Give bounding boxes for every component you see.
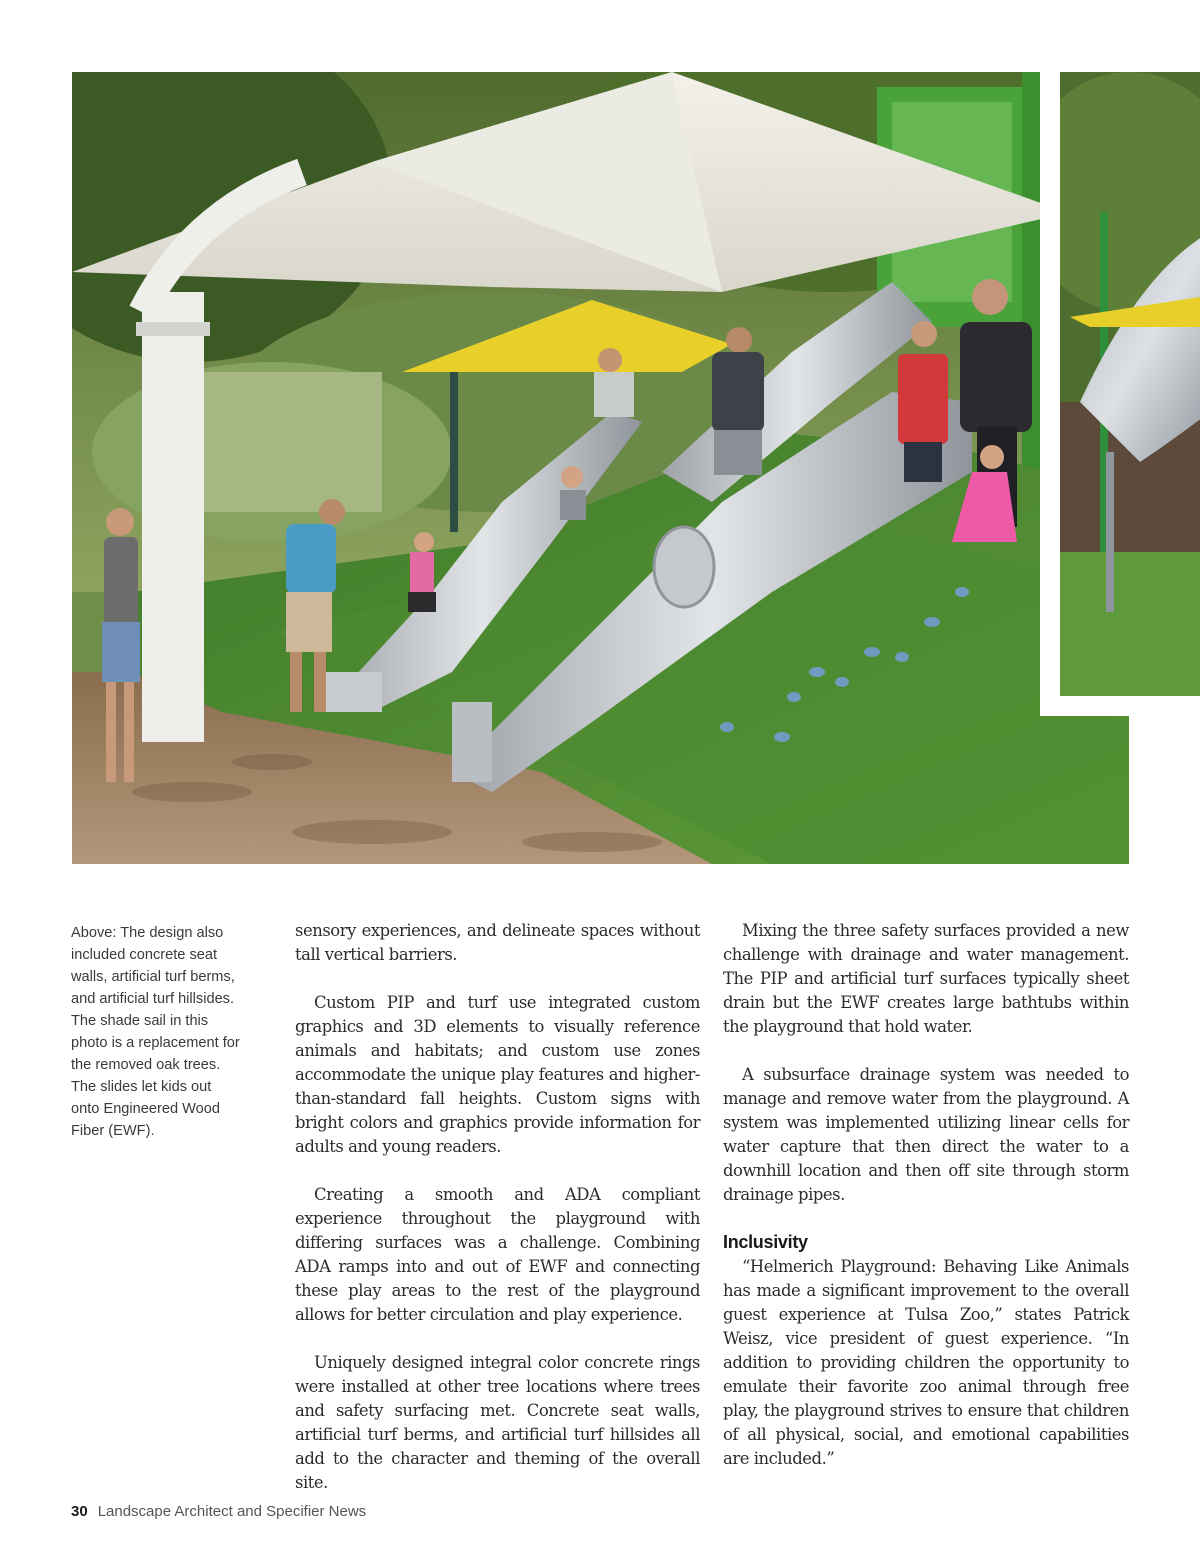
inset-photo-illustration xyxy=(1060,72,1200,696)
body-paragraph: Uniquely designed integral color concrete rings were installed at other tree locations where trees and safety surfacing met. Concrete seat walls, artificial turf berms, and artificial turf hillsides all add to the character and theming of the overall site. xyxy=(295,1353,700,1492)
body-column-right xyxy=(723,919,1129,1495)
page-footer xyxy=(71,1503,366,1520)
body-paragraph: Custom PIP and turf use integrated custom graphics and 3D elements to visually reference animals and habitats; and custom use zones accommodate the unique play features and higher-than-standard fall heights. Custom signs with bright colors and graphics provide information for adults and young readers. xyxy=(295,993,700,1156)
publication-name: Landscape Architect and Specifier News xyxy=(97,1503,367,1520)
quote-paragraph: “Helmerich Playground: Behaving Like Animals has made a significant improvement to the overall guest experience at Tulsa Zoo,” states Patrick Weisz, vice president of guest experience. “In addition to providing children the opportunity to emulate their favorite zoo animal through free play, the playground strives to ensure that children of all physical, social, and emotional capabilities are included.” xyxy=(723,1257,1129,1468)
inset-photo-border xyxy=(1040,72,1060,716)
main-photo xyxy=(72,72,1129,864)
body-paragraph: sensory experiences, and delineate spaces without tall vertical barriers. xyxy=(295,921,700,964)
body-paragraph: A subsurface drainage system was needed to manage and remove water from the playground. A system was implemented utilizing linear cells for water capture that then direct the water to a downhill location and then off site through storm drainage pipes. xyxy=(723,1065,1129,1204)
body-paragraph: Creating a smooth and ADA compliant experience throughout the playground with differing surfaces was a challenge. Combining ADA ramps into and out of EWF and connecting these play areas to the rest of the playground allows for better circulation and play experience. xyxy=(295,1185,700,1324)
inset-photo-border-bottom xyxy=(1040,696,1200,716)
photo-caption: Above: The design also included concrete seat walls, artificial turf berms, and artificial turf hillsides. The shade sail in this photo is a replacement for the removed oak trees. The slides let kids out onto Engineered Wood Fiber (EWF). xyxy=(71,925,240,1139)
body-paragraph: Mixing the three safety surfaces provided a new challenge with drainage and water management. The PIP and artificial turf surfaces typically sheet drain but the EWF creates large bathtubs within the playground that hold water. xyxy=(723,921,1129,1036)
body-column-left xyxy=(295,919,700,1519)
inset-photo xyxy=(1060,72,1200,696)
section-heading: Inclusivity xyxy=(723,1232,808,1252)
page-number: 30 xyxy=(71,1503,88,1520)
main-photo-illustration xyxy=(72,72,1129,864)
